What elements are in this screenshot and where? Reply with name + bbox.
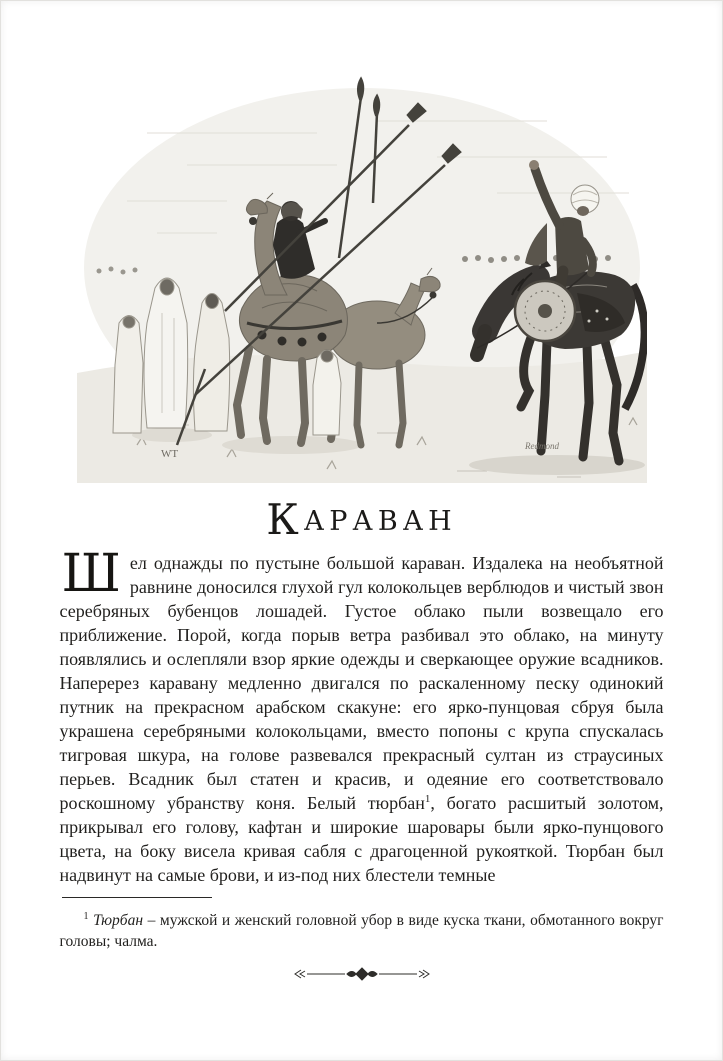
- footnote-marker: 1: [83, 911, 89, 922]
- chapter-paragraph: [59, 544, 664, 887]
- footnote-term: Тюрбан: [93, 912, 144, 930]
- paragraph-text: ел однажды по пустыне большой караван. Издалека на необъятной равнине доносился глухой гул колокольцев верблюдов и чистый звон серебряных бубенцов лошадей. Густое облако пыли возвещало его приближение. Порой, когда порыв ветра разбивал это облако, на минуту появлялись и ослепляли взор яркие одежды и сверкающее оружие всадников. Наперерез каравану медленно двигался по раскаленному песку одинокий путник на прекрасном арабском скакуне: его ярко-пунцовая сбруя была украшена серебряными колокольцами, вместо попоны с крупа спускалась тигровая шкура, на голове развевался прекрасный султан из страусиных перьев. Всадник был статен и красив, и одеяние его соответствовало роскошному убранству коня. Белый тюрбан: [59, 553, 664, 813]
- footnote-definition: – мужской и женский головной убор в виде куска ткани, обмотанного вокруг головы; чалма.: [59, 912, 664, 951]
- paragraph-text-continued: , богато расшитый золотом, прикрывал его голову, кафтан и широкие шаровары были ярко-пунцового цвета, на боку висела кривая сабля с драгоценной рукояткой. Тюрбан был надвинут на самые брови, и из-под них блестели темные: [59, 793, 664, 885]
- dropcap: Ш: [61, 544, 121, 604]
- shield-icon: [515, 281, 575, 341]
- chapter-title-rest: АРАВАН: [303, 506, 457, 537]
- chapter-title-initial: К: [266, 495, 304, 544]
- engraver-signature: Redmond: [524, 441, 559, 451]
- artist-monogram: WT: [160, 448, 178, 460]
- ornament-divider: [1, 966, 722, 987]
- footnote-rule: [62, 897, 212, 898]
- chapter-title: [1, 495, 722, 544]
- footnote-reference: 1: [424, 793, 431, 805]
- footnote-text: [60, 906, 664, 952]
- caravan-illustration: [77, 73, 647, 488]
- footnote-section: [60, 897, 664, 952]
- fleuron-divider-icon: [287, 966, 437, 982]
- caravan-illustration-svg: [77, 73, 647, 483]
